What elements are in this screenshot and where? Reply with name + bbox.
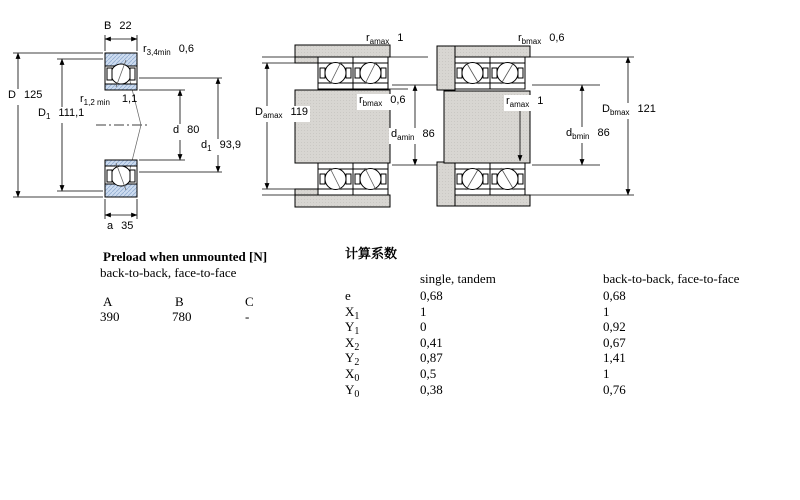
label-ramax-mid: $r_{amax}$ 1 (366, 32, 404, 46)
dim-value: 1,1 (121, 93, 138, 105)
dim-value: 0,6 (549, 32, 565, 44)
factor-value-single: 0,38 (420, 382, 443, 397)
factor-value-pair: 0,92 (603, 319, 626, 334)
bearing-bottom-half (105, 160, 137, 197)
dim-symbol: d (173, 124, 180, 136)
preload-value-C: - (245, 309, 250, 324)
label-d (171, 124, 201, 140)
factor-row-e (345, 289, 775, 304)
housing-shoulder-left-top (437, 46, 455, 90)
factor-symbol: Y (345, 382, 355, 397)
inner-ring (105, 84, 137, 90)
preload-value-A: 390 (100, 309, 120, 324)
label-a (107, 220, 133, 236)
bearing-pair-top (318, 57, 388, 89)
factor-value-pair: 0,76 (603, 382, 626, 397)
label-Damax: $D_{amax}$ 119 (255, 106, 309, 120)
preload-col-A: A (103, 294, 113, 309)
factor-row-Y1: $Y_1$ 0 0,92 (345, 319, 626, 337)
factor-value-pair: 0,67 (603, 335, 626, 350)
factor-symbol: X (345, 335, 355, 350)
dim-value: 119 (290, 106, 309, 118)
dim-value: 111,1 (58, 107, 85, 119)
housing-bottom (295, 195, 390, 207)
cage-pocket (107, 68, 112, 80)
preload-value-B: 780 (172, 309, 192, 324)
label-rbmax-mid: $r_{bmax}$ 0,6 (359, 94, 406, 108)
dim-value: 22 (119, 20, 132, 32)
bearing-pair-top (455, 57, 525, 89)
dim-symbol: D (38, 107, 46, 119)
factors-title: 计算系数 (345, 246, 398, 261)
factor-value-pair: 1,41 (603, 350, 626, 365)
factor-row-X2: $X_2$ 0,41 0,67 (345, 335, 626, 353)
factors-col-pair: back-to-back, face-to-face (603, 271, 740, 286)
factor-symbol: e (345, 288, 351, 303)
dim-symbol: d (391, 128, 398, 140)
dim-symbol: r (366, 32, 370, 44)
label-dbmin: $d_{bmin}$ 86 (566, 127, 610, 141)
figure-right-mounting (437, 46, 634, 206)
dim-symbol: d (566, 127, 573, 139)
dim-value: 125 (23, 89, 43, 101)
factor-symbol: X (345, 366, 355, 381)
dim-value: 1 (537, 95, 544, 107)
dim-value: 86 (597, 127, 610, 139)
dim-value: 121 (637, 103, 656, 115)
preload-col-C: C (245, 294, 254, 309)
dim-value: 86 (422, 128, 435, 140)
factor-symbol: X (345, 304, 355, 319)
factor-row-Y2: $Y_2$ 0,87 1,41 (345, 350, 626, 368)
dim-symbol: r (506, 95, 510, 107)
factor-value-single: 0,87 (420, 350, 443, 365)
preload-title: Preload when unmounted [N] (103, 249, 268, 264)
housing-shoulder-left-bottom (437, 162, 455, 206)
preload-subtitle: back-to-back, face-to-face (100, 265, 237, 280)
dim-value: 0,6 (178, 43, 194, 55)
bearing-pair-bottom (455, 163, 525, 195)
factor-value-single: 0,41 (420, 335, 443, 350)
housing-lip-bottom (453, 195, 530, 206)
label-d1: $d_1$ 93,9 (201, 139, 241, 153)
factor-row-X1: $X_1$ 1 1 (345, 304, 610, 322)
cage-pocket (130, 170, 135, 182)
label-D (6, 89, 44, 105)
label-D1: $D_1$ 111,1 (38, 107, 85, 121)
dim-value: 80 (187, 124, 200, 136)
inner-ring (105, 160, 137, 166)
dim-symbol: r (518, 32, 522, 44)
cage-pocket (107, 170, 112, 182)
dim-symbol: D (602, 103, 610, 115)
label-Dbmax: $D_{bmax}$ 121 (602, 103, 656, 117)
factor-symbol: Y (345, 350, 355, 365)
label-B (104, 20, 132, 36)
label-r12min: $r_{1,2 min}$ 1,1 (80, 93, 138, 107)
factors-col-single: single, tandem (420, 271, 496, 286)
dim-symbol: D (8, 89, 16, 101)
factor-value-pair: 1 (603, 366, 610, 381)
factor-value-single: 0 (420, 319, 427, 334)
label-ramax-right: $r_{amax}$ 1 (506, 95, 544, 109)
preload-col-B: B (175, 294, 184, 309)
factor-value-pair: 1 (603, 304, 610, 319)
dim-symbol: D (255, 106, 263, 118)
dim-symbol: r (143, 43, 147, 55)
housing-shoulder (295, 189, 318, 195)
figure-middle-mounting (262, 45, 442, 207)
factor-symbol: Y (345, 319, 355, 334)
dim-value: 0,6 (390, 94, 406, 106)
dimension-lines-right-figure (520, 57, 634, 195)
dim-symbol: a (107, 220, 114, 232)
housing-shoulder (295, 57, 318, 63)
dim-value: 1 (397, 32, 404, 44)
dim-symbol: r (359, 94, 363, 106)
dim-value: 93,9 (219, 139, 241, 151)
dim-value: 35 (121, 220, 134, 232)
label-r34min: $r_{3,4min}$ 0,6 (143, 43, 194, 57)
dim-symbol: r (80, 93, 84, 105)
bearing-top-half (105, 53, 137, 90)
factor-value-single: 1 (420, 304, 427, 319)
factor-row-X0: $X_0$ 0,5 1 (345, 366, 610, 384)
label-rbmax-right: $r_{bmax}$ 0,6 (518, 32, 565, 46)
factor-value-single: 0,5 (420, 366, 437, 381)
cage-pocket (130, 68, 135, 80)
dim-symbol: B (104, 20, 112, 32)
dim-symbol: d (201, 139, 208, 151)
bearing-pair-bottom (318, 163, 388, 195)
factor-value-pair: 0,68 (603, 288, 626, 303)
factor-value-single: 0,68 (420, 288, 443, 303)
label-damin: $d_{amin}$ 86 (391, 128, 435, 142)
factor-row-Y0: $Y_0$ 0,38 0,76 (345, 382, 626, 400)
